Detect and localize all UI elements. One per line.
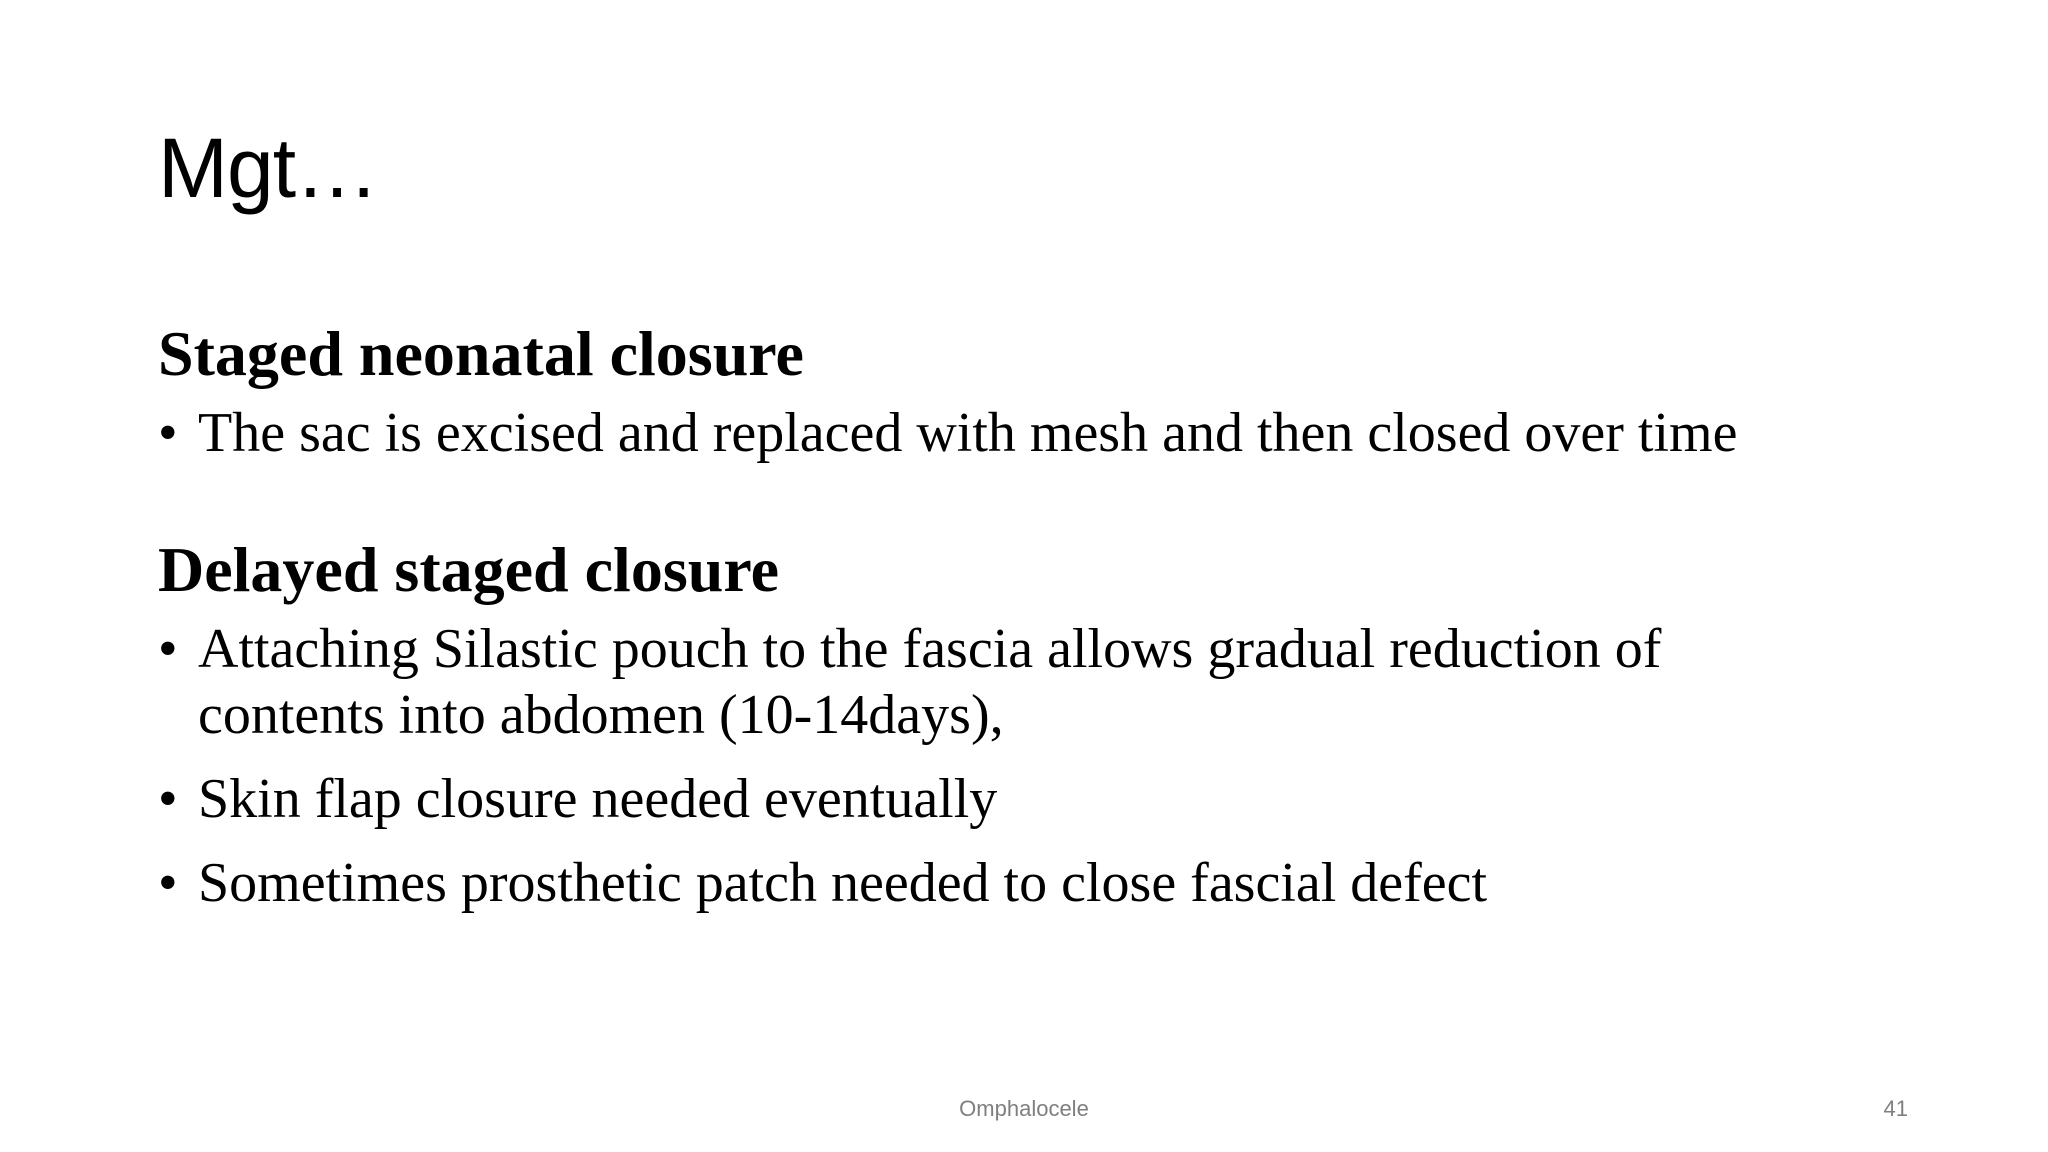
bullet-icon: • [158, 768, 178, 830]
section-heading: Delayed staged closure [158, 534, 779, 605]
bullet-text: Skin flap closure needed eventually [198, 768, 998, 830]
slide-content [158, 312, 1918, 916]
bullet-text: The sac is excised and replaced with mesh and then closed over time [198, 402, 1738, 464]
slide-title: Mgt… [158, 121, 379, 215]
footer-text: Omphalocele [959, 1096, 1089, 1121]
bullet-item [158, 400, 1918, 466]
bullet-item [158, 616, 1838, 748]
bullet-text: Attaching Silastic pouch to the fascia allows gradual reduction of contents into abdomen (10-14days), [198, 618, 1662, 746]
bullet-icon: • [158, 402, 178, 464]
section-staged-neonatal-closure [158, 312, 1918, 466]
bullet-icon: • [158, 618, 178, 680]
section-heading: Staged neonatal closure [158, 318, 804, 389]
bullet-list [158, 616, 1918, 916]
bullet-item [158, 850, 1918, 916]
bullet-list [158, 400, 1918, 466]
bullet-text: Sometimes prosthetic patch needed to close fascial defect [198, 852, 1488, 914]
bullet-item [158, 766, 1918, 832]
page-number: 41 [1883, 1096, 1908, 1121]
section-delayed-staged-closure [158, 528, 1918, 916]
bullet-icon: • [158, 852, 178, 914]
